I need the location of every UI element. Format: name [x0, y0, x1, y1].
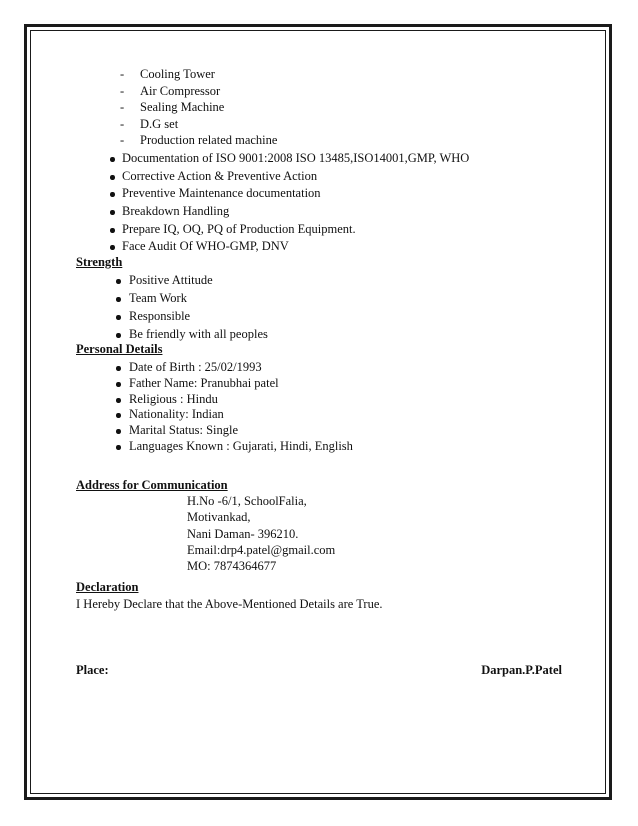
personal-details-heading: Personal Details — [76, 342, 163, 356]
list-item: Documentation of ISO 9001:2008 ISO 13485,ISO14001,GMP, WHO — [122, 151, 470, 165]
bullet-icon — [116, 382, 121, 387]
bullet-icon — [116, 398, 121, 403]
bullet-icon — [110, 157, 115, 162]
list-item: Date of Birth : 25/02/1993 — [129, 360, 262, 374]
machine-item: Cooling Tower — [140, 67, 215, 81]
declaration-text: I Hereby Declare that the Above-Mentioned Details are True. — [76, 597, 383, 611]
bullet-icon — [110, 228, 115, 233]
dash-marker: - — [120, 67, 125, 81]
bullet-icon — [116, 413, 121, 418]
address-heading: Address for Communication — [76, 478, 228, 492]
list-item: Responsible — [129, 309, 191, 323]
dash-marker: - — [120, 133, 125, 147]
bullet-icon — [110, 210, 115, 215]
dash-marker: - — [120, 84, 125, 98]
strength-heading: Strength — [76, 255, 123, 269]
bullet-icon — [116, 429, 121, 434]
list-item: Prepare IQ, OQ, PQ of Production Equipment. — [122, 222, 356, 236]
machine-item: Air Compressor — [140, 84, 221, 98]
bullet-icon — [110, 245, 115, 250]
list-item: Corrective Action & Preventive Action — [122, 169, 318, 183]
list-item: Religious : Hindu — [129, 392, 218, 406]
bullet-icon — [116, 315, 121, 320]
list-item: Father Name: Pranubhai patel — [129, 376, 279, 390]
bullet-icon — [116, 279, 121, 284]
phone-line: MO: 7874364677 — [187, 559, 277, 573]
list-item: Team Work — [129, 291, 187, 305]
list-item: Face Audit Of WHO-GMP, DNV — [122, 239, 289, 253]
dash-marker: - — [120, 117, 125, 131]
list-item: Preventive Maintenance documentation — [122, 186, 321, 200]
address-line: Nani Daman- 396210. — [187, 527, 299, 541]
bullet-icon — [116, 445, 121, 450]
address-line: H.No -6/1, SchoolFalia, — [187, 494, 307, 508]
list-item: Languages Known : Gujarati, Hindi, English — [129, 439, 353, 453]
page-border-inner — [30, 30, 606, 794]
machine-item: Sealing Machine — [140, 100, 225, 114]
dash-marker: - — [120, 100, 125, 114]
signature-name: Darpan.P.Patel — [481, 663, 562, 677]
machine-item: Production related machine — [140, 133, 278, 147]
place-label: Place: — [76, 663, 109, 677]
list-item: Breakdown Handling — [122, 204, 230, 218]
bullet-icon — [110, 175, 115, 180]
bullet-icon — [116, 333, 121, 338]
bullet-icon — [116, 297, 121, 302]
list-item: Positive Attitude — [129, 273, 213, 287]
declaration-heading: Declaration — [76, 580, 139, 594]
machine-item: D.G set — [140, 117, 179, 131]
email-line: Email:drp4.patel@gmail.com — [187, 543, 336, 557]
bullet-icon — [116, 366, 121, 371]
address-line: Motivankad, — [187, 510, 251, 524]
list-item: Nationality: Indian — [129, 407, 224, 421]
bullet-icon — [110, 192, 115, 197]
list-item: Be friendly with all peoples — [129, 327, 268, 341]
list-item: Marital Status: Single — [129, 423, 239, 437]
